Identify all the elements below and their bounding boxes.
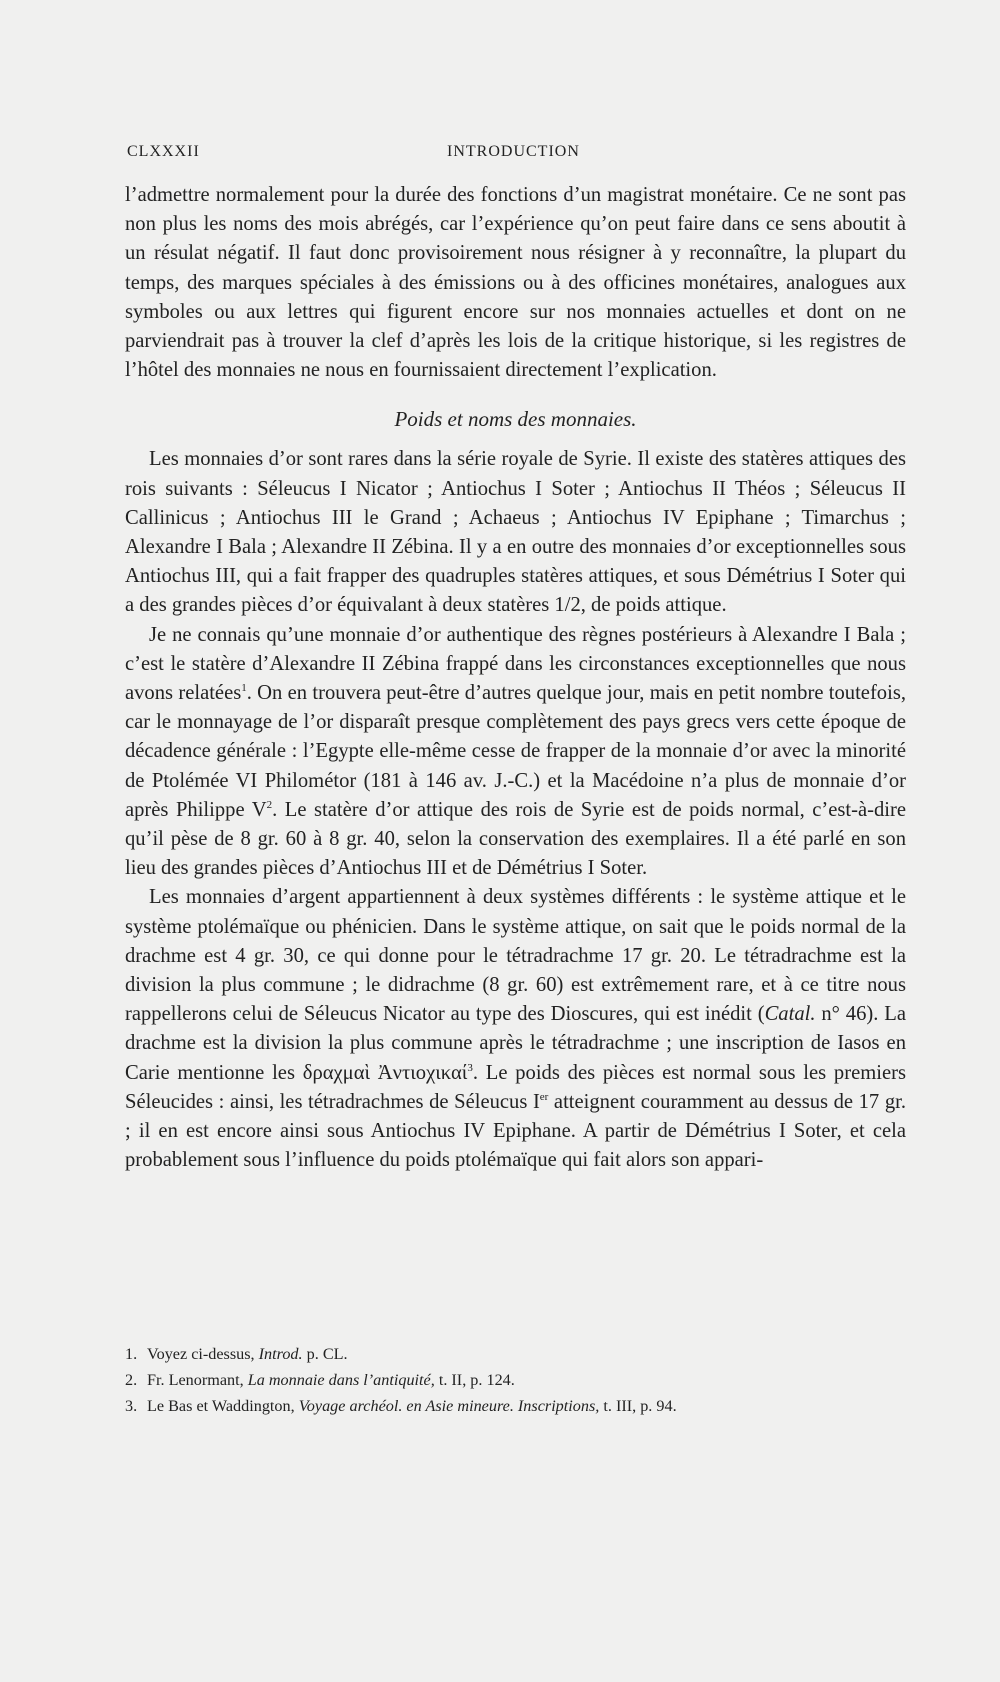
footnote-3-italic: Voyage archéol. en Asie mineure. Inscriptions, — [298, 1397, 600, 1415]
footnote-2-number: 2. — [125, 1371, 138, 1389]
running-header — [127, 143, 905, 169]
footnote-3-text-a: Le Bas et Waddington, — [147, 1397, 299, 1415]
catalogue-reference: Catal. — [764, 1003, 816, 1026]
paragraph-2: Les monnaies d’or sont rares dans la série royale de Syrie. Il existe des statères attiques des rois suivants : Séleucus I Nicator ; Antiochus I Soter ; Antiochus II Théos ; Séleucus II Callinicus ; Antiochus III le Grand ; Achaeus ; Antiochus IV Epiphane ; Timarchus ; Alexandre I Bala ; Alexandre II Zébina. Il y a en outre des monnaies d’or exceptionnelles sous Antiochus III, qui a fait frapper des quadruples statères attiques, et sous Démétrius I Soter qui a des grandes pièces d’or équivalant à deux statères 1/2, de poids attique. — [125, 448, 906, 617]
paragraph-3 — [125, 621, 906, 884]
body-text — [125, 181, 906, 1176]
footnote-ref-3: 3 — [467, 1061, 473, 1074]
footnotes — [125, 1341, 905, 1419]
paragraph-1: l’admettre normalement pour la durée des fonctions d’un magistrat monétaire. Ce ne sont pas non plus les noms des mois abrégés, car l’expérience qu’on peut faire dans ce sens aboutit à un résulat négatif. Il faut donc provisoirement nous résigner à y reconnaître, la plupart du temps, des marques spéciales à des émissions ou à des officines monétaires, analogues aux symboles ou aux lettres qui figurent encore sur nos monnaies actuelles et dont on ne parviendrait pas à trouver la clef d’après les lois de la critique historique, si les registres de l’hôtel des monnaies ne nous en fournissaient directement l’explication. — [125, 184, 906, 382]
footnote-1-italic: Introd. — [258, 1345, 303, 1363]
running-title: INTRODUCTION — [447, 143, 580, 160]
footnote-ref-2: 2 — [266, 799, 273, 811]
paragraph-3-part-b: . On en trouvera peut-être d’autres quelque jour, mais en petit nombre toutefois, car le monnayage de l’or disparaît presque complètement des pays grecs vers cette époque de décadence générale : l’Egypte elle-même cesse de frapper de la monnaie d’or avec la minorité de Ptolémée VI Philométor (181 à 146 av. J.-C.) et la Macédoine n’a plus de monnaie d’or après Philippe V — [125, 682, 906, 821]
footnote-1-number: 1. — [125, 1345, 138, 1363]
footnote-1-text-a: Voyez ci-dessus, — [147, 1345, 259, 1363]
paragraph-4-part-a: Les monnaies d’argent appartiennent à deux systèmes différents : le système attique et le système ptolémaïque ou phénicien. Dans le système attique, on sait que le poids normal de la drachme est 4 gr. 30, ce qui donne pour le tétradrachme 17 gr. 20. Le tétradrachme est la division la plus commune ; le didrachme (8 gr. 60) est extrêmement rare, et à ce titre nous rappellerons celui de Séleucus Nicator au type des Dioscures, qui est inédit ( — [125, 886, 906, 1026]
ordinal-suffix: er — [539, 1091, 549, 1104]
footnote-2 — [125, 1367, 905, 1393]
footnote-1 — [125, 1341, 905, 1367]
footnote-2-italic: La monnaie dans l’antiquité, — [247, 1371, 435, 1389]
footnote-3-text-b: t. III, p. 94. — [599, 1397, 677, 1415]
paragraph-4-part-c: . Le poids des pièces est normal sous les premiers Séleucides : ainsi, les tétradrachmes de Séleucus I — [125, 1061, 906, 1113]
footnote-ref-1: 1 — [241, 682, 247, 695]
page-number: CLXXXII — [127, 143, 200, 160]
paragraph-3-part-a: Je ne connais qu’une monnaie d’or authentique des règnes postérieurs à Alexandre I Bala ; c’est le statère d’Alexandre II Zébina frappé dans les circonstances exceptionnelles que nous avons relatées — [125, 623, 906, 705]
footnote-3 — [125, 1393, 905, 1419]
paragraph-4 — [125, 883, 906, 1175]
section-title: Poids et noms des monnaies. — [394, 407, 637, 432]
paragraph-3-part-c: . Le statère d’or attique des rois de Syrie est de poids normal, c’est-à-dire qu’il pèse de 8 gr. 60 à 8 gr. 40, selon la conservation des exemplaires. Il a été parlé en son lieu des grandes pièces d’Antiochus III et de Démétrius I Soter. — [125, 798, 906, 880]
footnote-1-text-b: p. CL. — [302, 1345, 348, 1363]
paragraph-4-part-d: atteignent couramment au dessus de 17 gr. ; il en est encore ainsi sous Antiochus IV Epiphane. A partir de Démétrius I Soter, et cela probablement sous l’influence du poids ptolémaïque qui fait alors son appari- — [125, 1090, 906, 1172]
footnote-2-text-b: t. II, p. 124. — [434, 1371, 515, 1389]
paragraph-4-part-b: n° 46). La drachme est la division la plus commune après le tétradrachme ; une inscription de Iasos en Carie mentionne les δραχμαὶ Ἀντιοχικαί — [125, 1003, 906, 1084]
footnote-3-number: 3. — [125, 1397, 138, 1415]
footnote-2-text-a: Fr. Lenormant, — [147, 1371, 248, 1389]
